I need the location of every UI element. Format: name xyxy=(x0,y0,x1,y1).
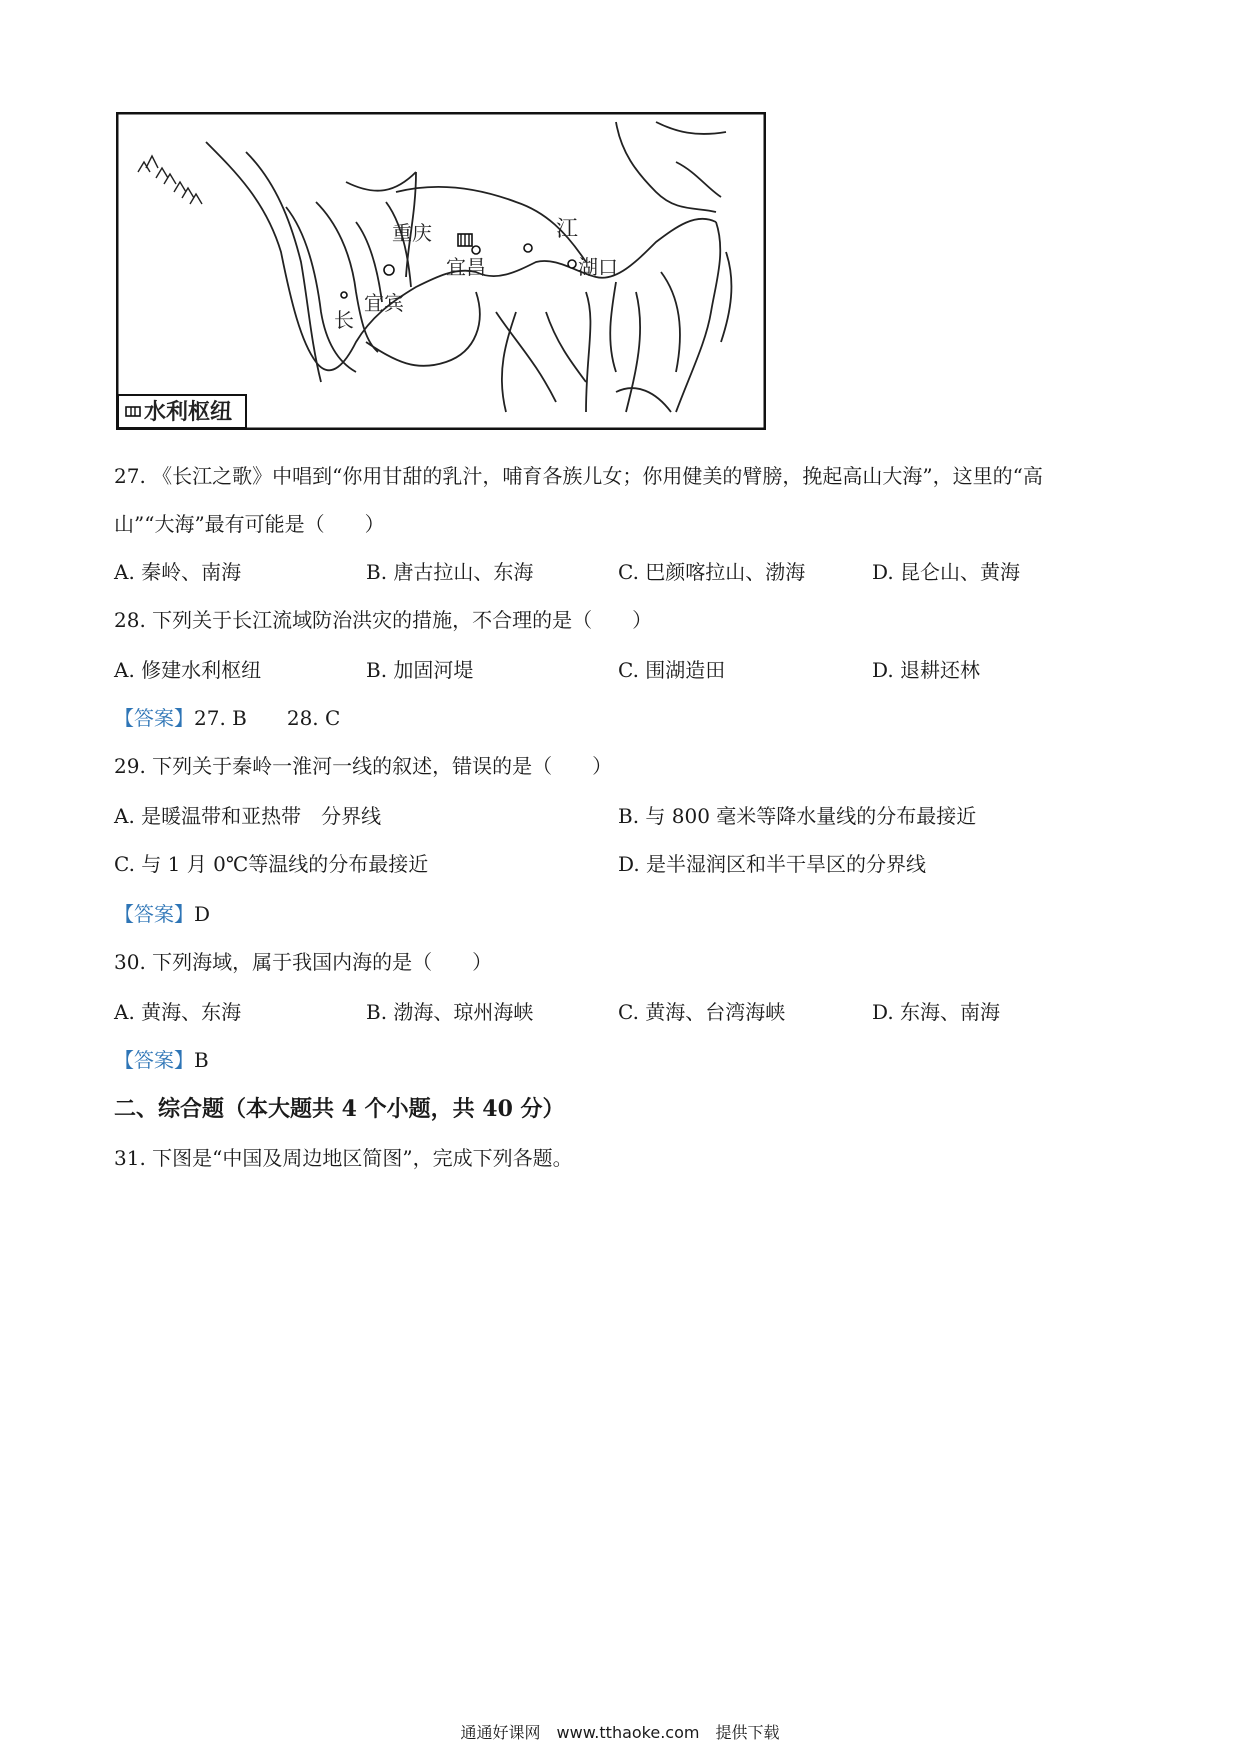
label-hukou: 湖口 xyxy=(578,255,618,279)
footer-credit: 通通好课网 www.tthaoke.com 提供下载 xyxy=(460,1723,780,1742)
q28-stem: 28. 下列关于长江流域防治洪灾的措施，不合理的是（ ） xyxy=(114,608,653,632)
q27-option-a: A. 秦岭、南海 xyxy=(114,560,242,584)
label-yibin: 宜宾 xyxy=(364,291,404,315)
answer-text: B xyxy=(194,1048,209,1072)
q28-option-b: B. 加固河堤 xyxy=(366,658,474,682)
answer-text: 27. B 28. C xyxy=(194,706,341,730)
q29-option-d: D. 是半湿润区和半干旱区的分界线 xyxy=(618,852,927,876)
q29-stem: 29. 下列关于秦岭一淮河一线的叙述，错误的是（ ） xyxy=(114,754,613,778)
q27-stem-line1: 27. 《长江之歌》中唱到“你用甘甜的乳汁，哺育各族儿女；你用健美的臂膀，挽起高山大海”，这里的“高 xyxy=(114,464,1043,488)
answer-30 xyxy=(114,1046,209,1074)
q29-option-c: C. 与 1 月 0℃等温线的分布最接近 xyxy=(114,852,429,876)
q28-option-a: A. 修建水利枢纽 xyxy=(114,658,262,682)
answer-tag: 【答案】 xyxy=(114,1048,194,1072)
q29-option-b: B. 与 800 毫米等降水量线的分布最接近 xyxy=(618,804,977,828)
legend-dam-icon xyxy=(126,407,140,416)
q28-option-c: C. 围湖造田 xyxy=(618,658,726,682)
label-chang: 长 xyxy=(334,308,354,332)
answer-tag: 【答案】 xyxy=(114,706,194,730)
legend-label: 水利枢纽 xyxy=(144,400,233,425)
q30-option-d: D. 东海、南海 xyxy=(872,1000,1001,1024)
dam-symbol xyxy=(458,234,472,246)
q27-option-d: D. 昆仑山、黄海 xyxy=(872,560,1021,584)
q28-option-d: D. 退耕还林 xyxy=(872,658,981,682)
q27-stem-line2: 山”“大海”最有可能是（ ） xyxy=(114,512,385,536)
answer-tag: 【答案】 xyxy=(114,902,194,926)
q30-option-a: A. 黄海、东海 xyxy=(114,1000,242,1024)
q30-option-b: B. 渤海、琼州海峡 xyxy=(366,1000,534,1024)
label-chongqing: 重庆 xyxy=(392,221,432,245)
q30-option-c: C. 黄海、台湾海峡 xyxy=(618,1000,786,1024)
q29-option-a: A. 是暖温带和亚热带 分界线 xyxy=(114,804,382,828)
q27-option-c: C. 巴颜喀拉山、渤海 xyxy=(618,560,806,584)
section-heading: 二、综合题（本大题共 4 个小题，共 40 分） xyxy=(114,1096,565,1122)
label-yichang: 宜昌 xyxy=(446,255,486,279)
q31-stem: 31. 下图是“中国及周边地区简图”，完成下列各题。 xyxy=(114,1146,573,1170)
answer-27-28 xyxy=(114,704,340,732)
q27-option-b: B. 唐古拉山、东海 xyxy=(366,560,534,584)
q30-stem: 30. 下列海域，属于我国内海的是（ ） xyxy=(114,950,493,974)
label-jiang: 江 xyxy=(556,217,579,242)
answer-text: D xyxy=(194,902,211,926)
answer-29 xyxy=(114,900,210,928)
yangtze-river-map xyxy=(116,112,766,430)
